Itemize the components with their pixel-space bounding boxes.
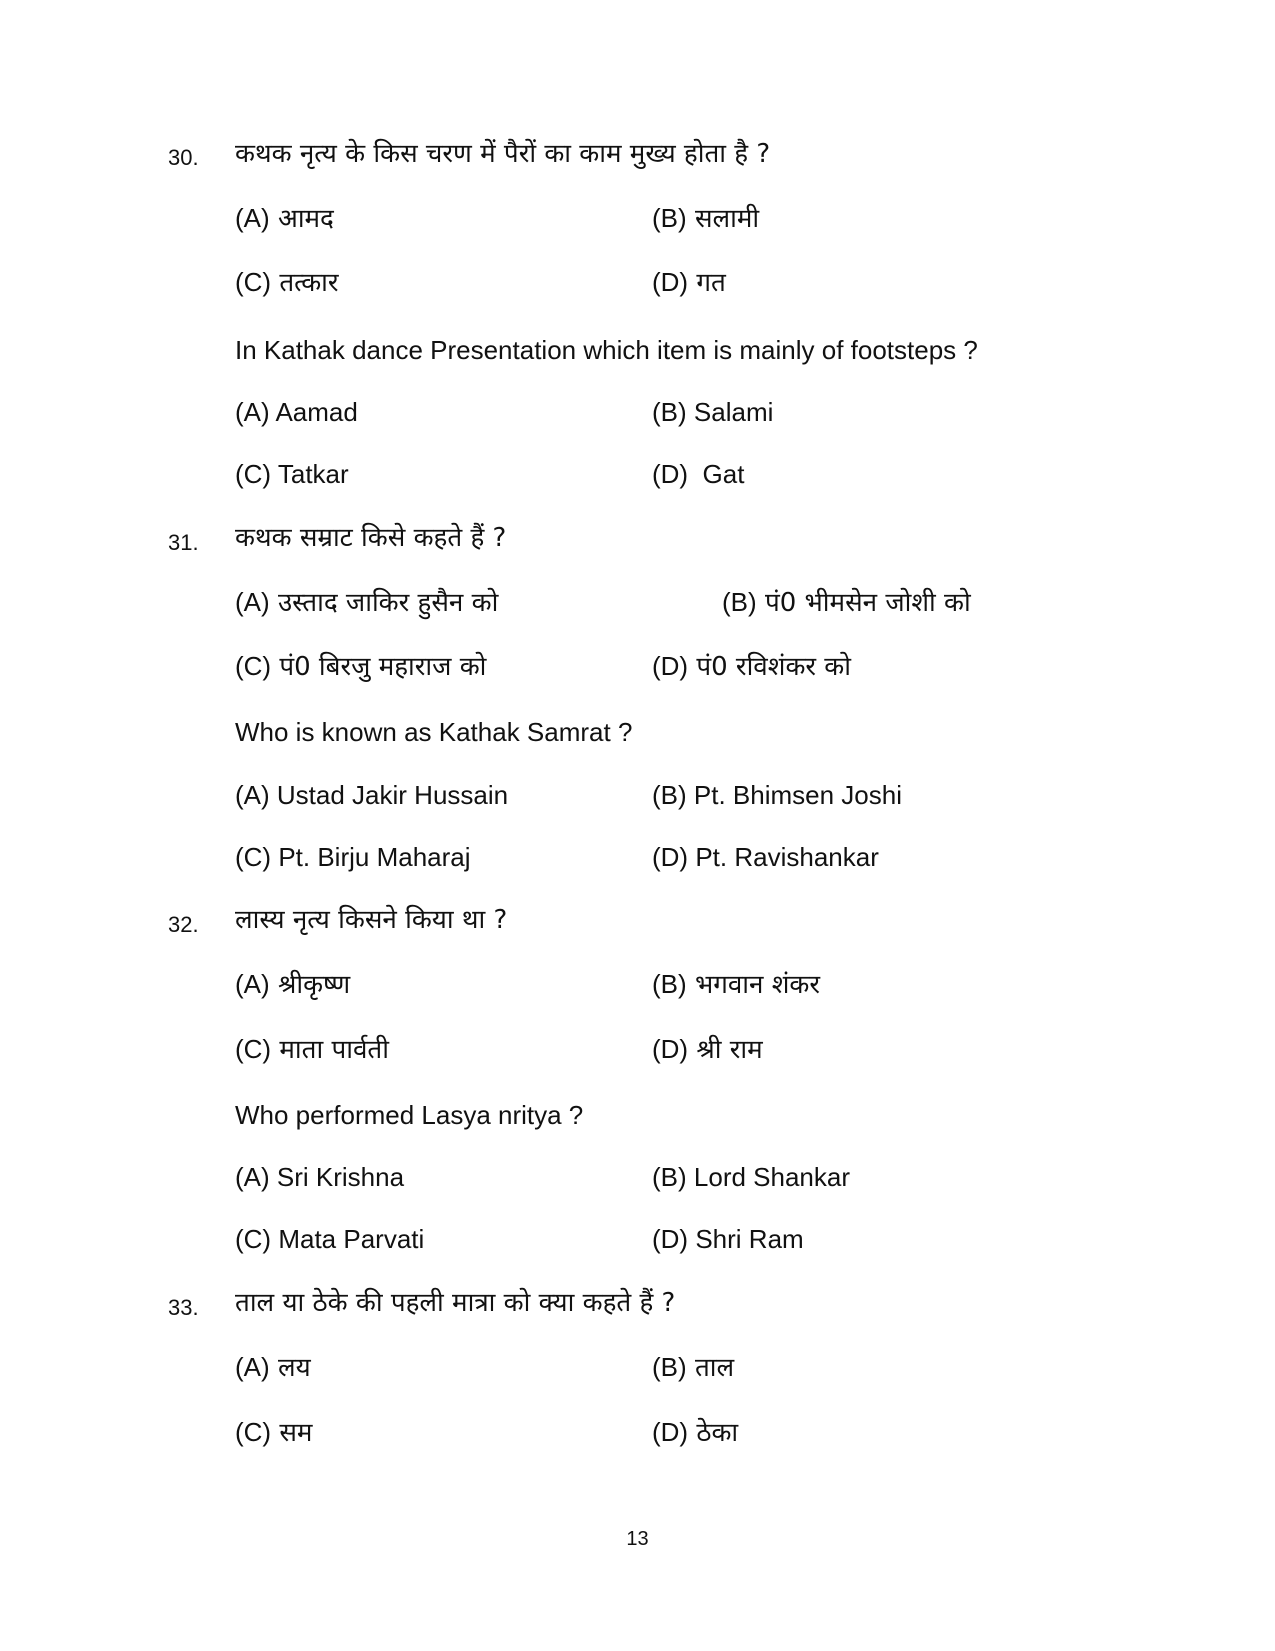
question-text-english: Who is known as Kathak Samrat ?: [235, 717, 633, 747]
option-letter: (C): [235, 651, 272, 681]
option-letter: (D): [652, 1034, 689, 1064]
option-letter: (A): [235, 969, 270, 999]
option-letter: (B): [652, 397, 687, 427]
option-letter: (A): [235, 203, 270, 233]
option-a-english: [235, 780, 508, 810]
question-text-hindi: कथक सम्राट किसे कहते हैं ?: [235, 523, 507, 553]
option-letter: (B): [652, 969, 687, 999]
option-d-hindi: [652, 266, 726, 299]
option-c-hindi: [235, 266, 339, 299]
option-text: पं0 बिरजु महाराज को: [279, 652, 487, 682]
option-text: Mata Parvati: [278, 1224, 425, 1254]
option-letter: (C): [235, 459, 272, 489]
option-a-hindi: [235, 202, 334, 235]
question-text-hindi: लास्य नृत्य किसने किया था ?: [235, 905, 508, 935]
option-d-hindi: [652, 1416, 738, 1449]
option-text: Salami: [693, 397, 774, 427]
option-letter: (C): [235, 842, 272, 872]
option-text: Lord Shankar: [693, 1162, 851, 1192]
option-c-hindi: [235, 1416, 312, 1449]
option-letter: (C): [235, 267, 272, 297]
option-text: ठेका: [696, 1418, 739, 1448]
option-c-hindi: [235, 650, 486, 683]
option-d-english: [652, 1224, 804, 1254]
option-text: पं0 रविशंकर को: [696, 652, 852, 682]
option-letter: (A): [235, 397, 270, 427]
option-text: Gat: [695, 459, 745, 489]
option-text: Tatkar: [277, 459, 349, 489]
option-letter: (A): [235, 1352, 270, 1382]
option-text: लय: [277, 1353, 311, 1383]
option-d-hindi: [652, 1033, 763, 1066]
question-text-hindi: ताल या ठेके की पहली मात्रा को क्या कहते हैं ?: [235, 1288, 676, 1318]
option-letter: (A): [235, 587, 270, 617]
option-letter: (D): [652, 651, 689, 681]
option-letter: (D): [652, 1417, 689, 1447]
option-b-english: [652, 780, 902, 810]
option-letter: (C): [235, 1034, 272, 1064]
question-text-english: Who performed Lasya nritya ?: [235, 1100, 584, 1130]
option-c-english: [235, 1224, 424, 1254]
option-c-english: [235, 842, 471, 872]
option-a-english: [235, 1162, 404, 1192]
option-c-english: [235, 459, 349, 489]
option-letter: (D): [652, 267, 689, 297]
option-d-english: [652, 842, 879, 872]
option-text: सलामी: [694, 204, 760, 234]
option-letter: (C): [235, 1224, 272, 1254]
question-number: 33.: [168, 1295, 199, 1320]
question-text-hindi: कथक नृत्य के किस चरण में पैरों का काम मुख्य होता है ?: [235, 139, 771, 169]
option-a-english: [235, 397, 358, 427]
option-a-hindi: [235, 586, 498, 619]
option-text: Sri Krishna: [276, 1162, 405, 1192]
question-number: 30.: [168, 145, 199, 170]
option-letter: (D): [652, 1224, 689, 1254]
question-number: 32.: [168, 912, 199, 937]
option-text: Ustad Jakir Hussain: [276, 780, 509, 810]
option-text: श्रीकृष्ण: [277, 970, 351, 1000]
option-text: आमद: [277, 204, 334, 234]
option-d-hindi: [652, 650, 851, 683]
option-text: Pt. Bhimsen Joshi: [693, 780, 902, 810]
option-text: Pt. Ravishankar: [695, 842, 879, 872]
option-text: ताल: [694, 1353, 735, 1383]
option-text: तत्कार: [279, 268, 339, 298]
option-text: Aamad: [275, 397, 358, 427]
option-text: उस्ताद जाकिर हुसैन को: [277, 588, 499, 618]
option-a-hindi: [235, 968, 350, 1001]
option-text: Pt. Birju Maharaj: [278, 842, 471, 872]
option-letter: (C): [235, 1417, 272, 1447]
option-letter: (A): [235, 1162, 270, 1192]
option-a-hindi: [235, 1351, 311, 1384]
option-text: सम: [279, 1418, 313, 1448]
question-text-english: In Kathak dance Presentation which item is mainly of footsteps ?: [235, 335, 978, 365]
option-text: गत: [696, 268, 726, 298]
option-letter: (B): [652, 203, 687, 233]
option-b-hindi: [652, 1351, 734, 1384]
option-b-hindi: [652, 968, 820, 1001]
option-c-hindi: [235, 1033, 389, 1066]
option-b-english: [652, 397, 773, 427]
page-number: 13: [626, 1528, 649, 1550]
option-letter: (B): [722, 587, 757, 617]
option-letter: (B): [652, 780, 687, 810]
option-text: Shri Ram: [695, 1224, 804, 1254]
option-d-english: [652, 459, 744, 489]
option-letter: (D): [652, 459, 689, 489]
option-b-english: [652, 1162, 850, 1192]
option-b-hindi: [652, 202, 759, 235]
option-b-hindi: [722, 586, 971, 619]
option-letter: (D): [652, 842, 689, 872]
option-text: भगवान शंकर: [694, 970, 821, 1000]
option-letter: (B): [652, 1162, 687, 1192]
option-letter: (A): [235, 780, 270, 810]
option-text: माता पार्वती: [279, 1035, 389, 1065]
option-text: पं0 भीमसेन जोशी को: [764, 588, 971, 618]
question-number: 31.: [168, 530, 199, 555]
option-letter: (B): [652, 1352, 687, 1382]
option-text: श्री राम: [696, 1035, 763, 1065]
